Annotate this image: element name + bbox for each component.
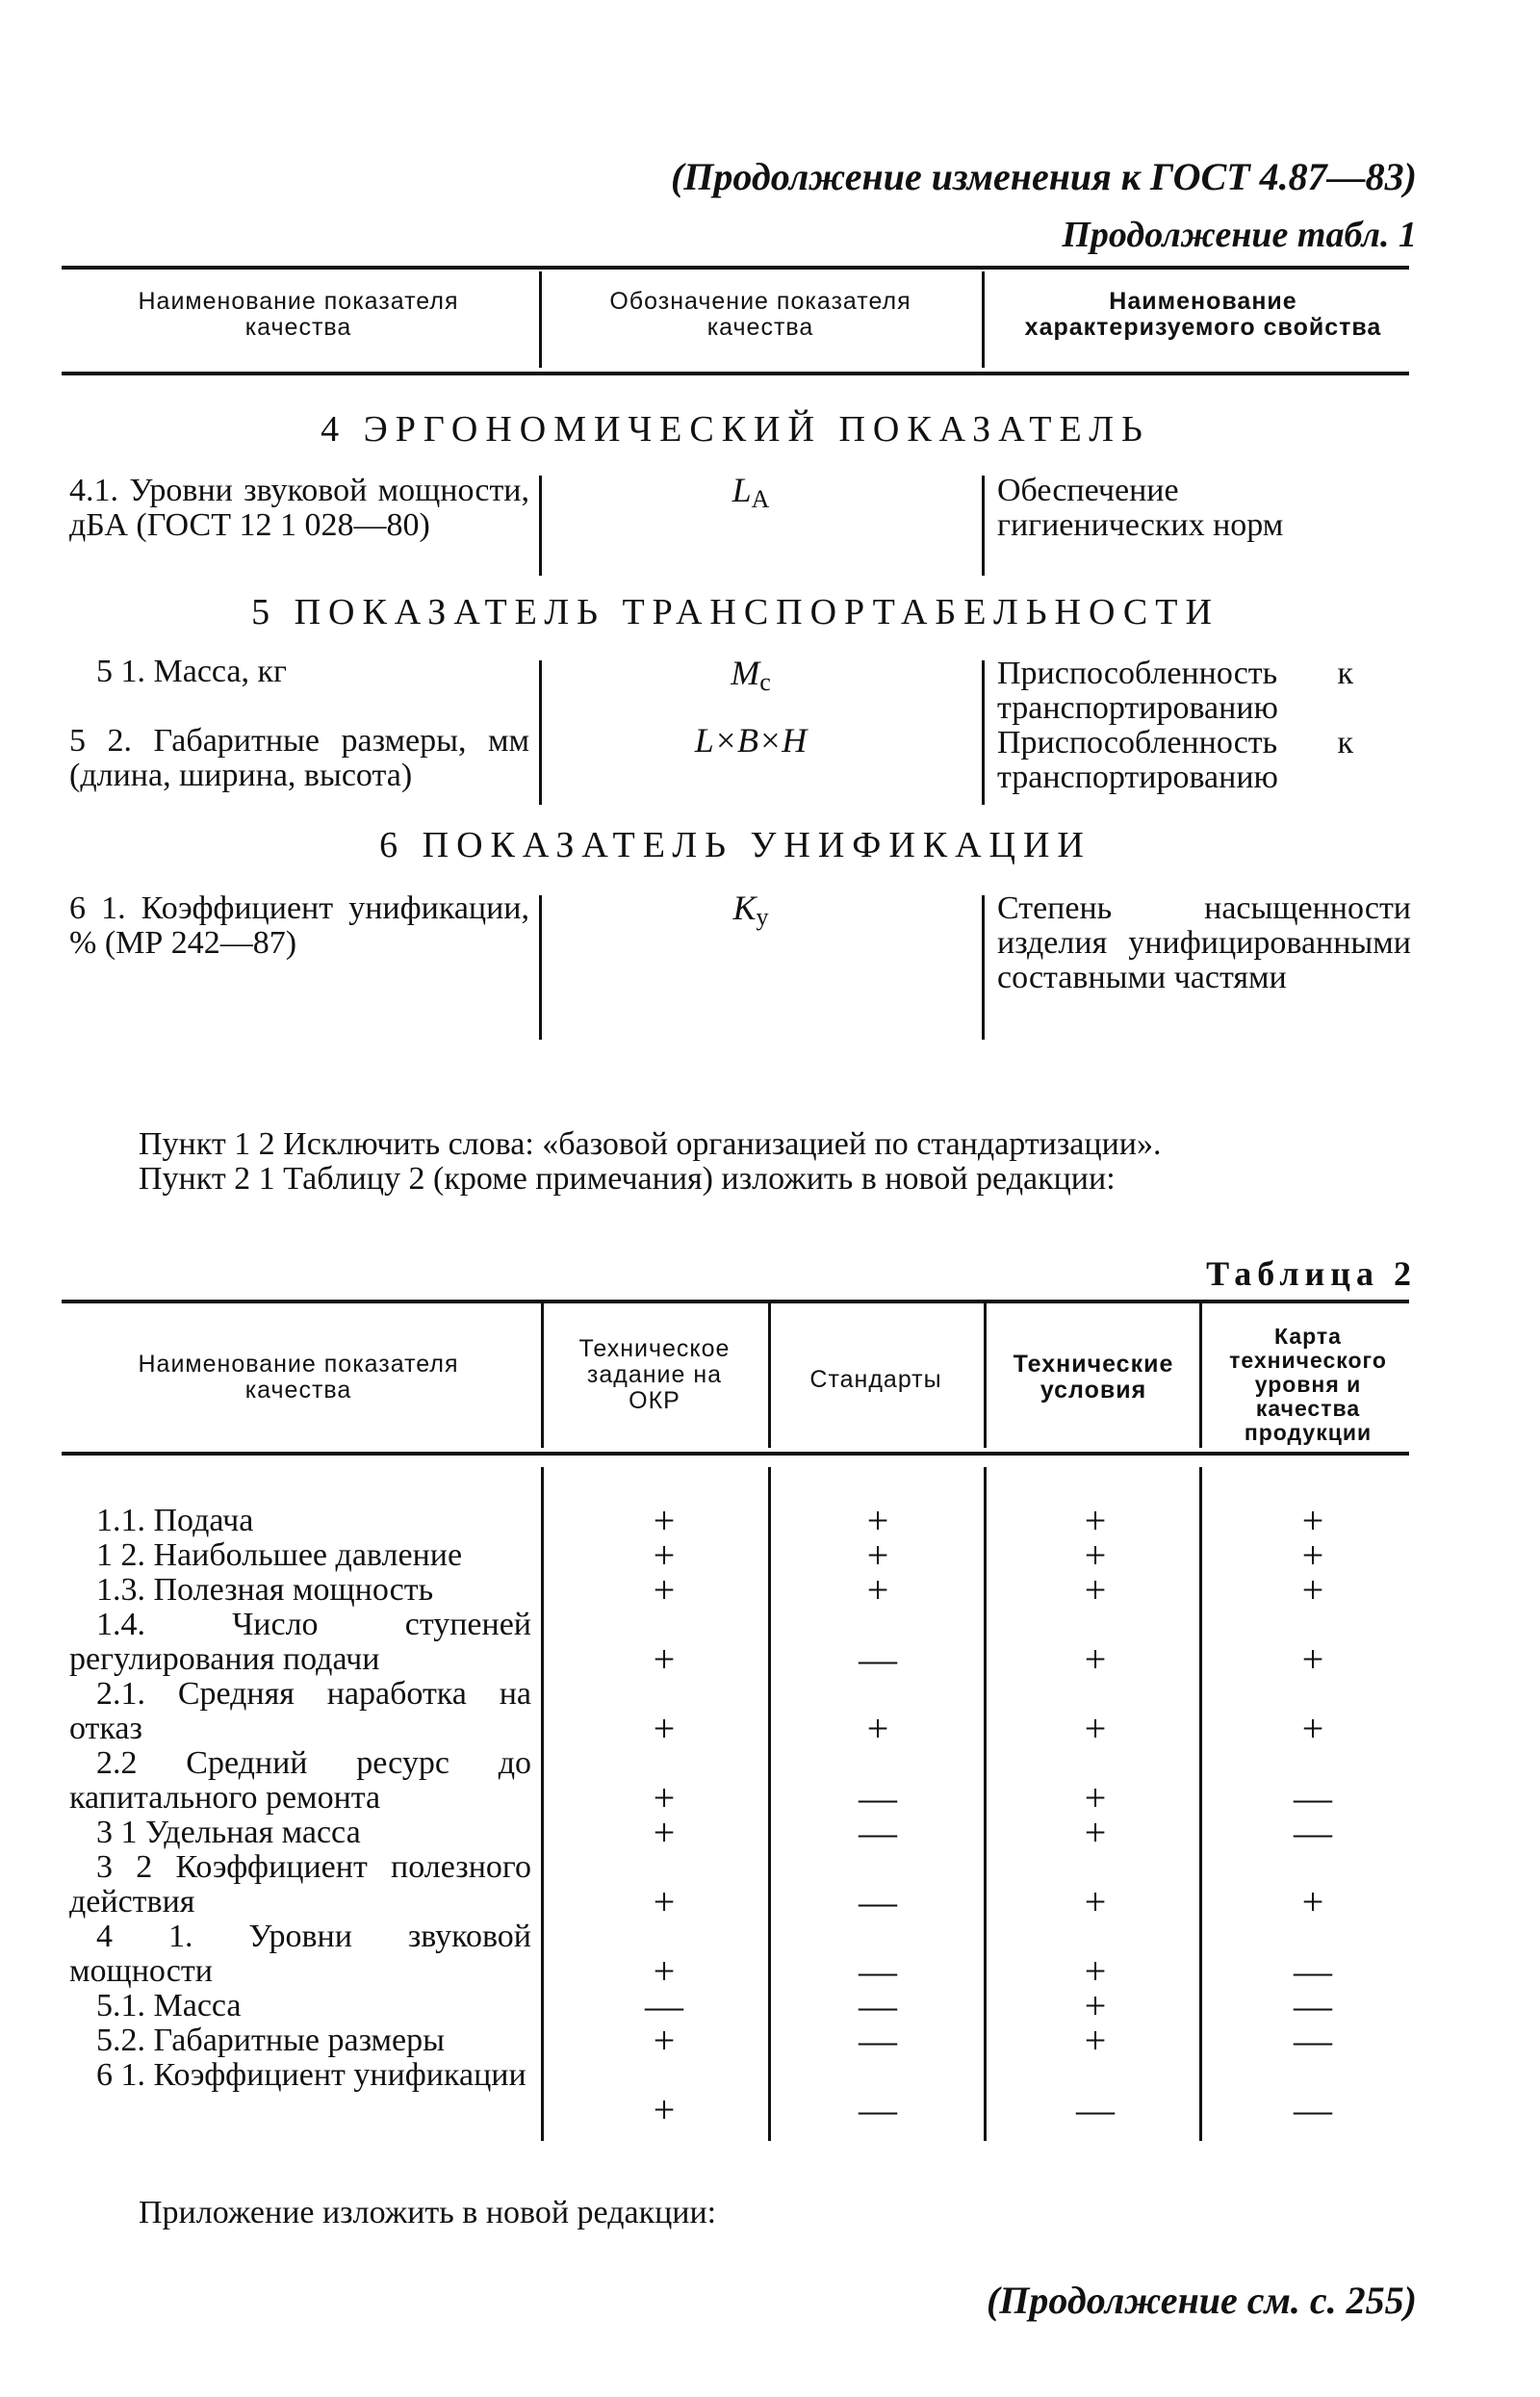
table2-row-name: 1 2. Наибольшее давление [96,1537,463,1573]
mark: — [645,1984,683,2027]
table2-top-rule [62,1300,1409,1303]
mark: + [1084,1949,1107,1993]
mark: — [859,1880,897,1923]
table1-row-symbol: $L_A$ [732,471,770,513]
table2-col-map-header: Карта технического уровня и качества продукции [1229,1324,1387,1445]
mark: — [1294,1949,1332,1993]
table1-row-property: Обеспечение гигиенических норм [997,473,1284,543]
section-title-ergonomic: 4 ЭРГОНОМИЧЕСКИЙ ПОКАЗАТЕЛЬ [321,409,1150,450]
mark: + [1084,1707,1107,1750]
running-title: (Продолжение изменения к ГОСТ 4.87—83) [670,155,1417,198]
table2-header-rule [62,1452,1409,1456]
table2-header-divider [984,1303,987,1448]
mark: — [859,1949,897,1993]
table2-row-name: 6 1. Коэффициент унификации [96,2057,526,2093]
table2-row-name: 2.1. Средняя наработка на отказ [69,1676,531,1746]
mark: — [859,2019,897,2062]
mark: + [1084,1880,1107,1923]
section-title-transportability: 5 ПОКАЗАТЕЛЬ ТРАНСПОРТАБЕЛЬНОСТИ [251,592,1219,632]
mark: + [653,1534,676,1577]
table2-col-name-header: Наименование показателя качества [138,1351,459,1404]
mark: + [653,1949,676,1993]
mark: + [653,2019,676,2062]
table1-col-property-header: Наименование характеризуемого свойства [1024,288,1382,341]
table1-divider [982,476,985,576]
mark: + [653,1776,676,1819]
mark: + [1301,1499,1324,1542]
mark: + [1301,1568,1324,1611]
table2-col-tz-header: Техническое задание на ОКР [578,1335,731,1414]
table2-row-name: 1.4. Число ступеней регулирования подачи [69,1607,531,1677]
mark: + [1301,1637,1324,1681]
paragraph-item-1-2: Пункт 1 2 Исключить слова: «базовой организацией по стандартизации». [139,1126,1162,1162]
table1-row-name: 5 1. Масса, кг [96,654,287,689]
mark: + [1084,1637,1107,1681]
table2-body-divider [768,1467,771,2141]
mark: — [859,2088,897,2131]
mark: + [1084,1568,1107,1611]
table2-title: Таблица 2 [1206,1254,1417,1293]
mark: + [1084,2019,1107,2062]
table1-row-property: Степень насыщенности изделия унифицированными составными частями [997,890,1411,995]
table2-row-name: 2.2 Средний ресурс до капитального ремонта [69,1745,531,1816]
mark: — [1294,2088,1332,2131]
section-title-unification: 6 ПОКАЗАТЕЛЬ УНИФИКАЦИИ [379,825,1091,865]
table1-divider [982,895,985,1040]
table-continuation-label: Продолжение табл. 1 [1062,215,1417,255]
table1-row-name: 4.1. Уровни звуковой мощности, дБА (ГОСТ 12 1 028—80) [69,473,529,543]
table2-row-name: 5.1. Масса [96,1988,242,2023]
mark: — [1294,1984,1332,2027]
mark: + [653,2088,676,2131]
table2-col-tu-header: Технические условия [1013,1351,1174,1404]
mark: — [859,1984,897,2027]
mark: + [866,1534,889,1577]
continuation-note: (Продолжение см. с. 255) [986,2279,1417,2322]
table1-row-name: 5 2. Габаритные размеры, мм (длина, ширина, высота) [69,723,529,793]
mark: + [653,1811,676,1854]
table1-divider [982,660,985,805]
mark: — [859,1776,897,1819]
mark: + [1084,1811,1107,1854]
mark: + [1084,1776,1107,1819]
table2-body-divider [984,1467,987,2141]
mark: — [1294,1776,1332,1819]
table1-divider [539,660,542,805]
table1-divider [539,476,542,576]
table2-row-name: 4 1. Уровни звуковой мощности [69,1919,531,1989]
table2-row-name: 5.2. Габаритные размеры [96,2023,445,2058]
table2-body-divider [1199,1467,1202,2141]
mark: + [653,1499,676,1542]
table1-row-symbol: $K_у$ [732,889,769,931]
table2-row-name: 1.1. Подача [96,1503,254,1538]
table2-header-divider [541,1303,544,1448]
table1-top-rule [62,266,1409,270]
mark: — [1294,1811,1332,1854]
table1-header-divider-2 [982,271,985,368]
mark: + [1301,1707,1324,1750]
table2-header-divider [768,1303,771,1448]
table1-row-property: Приспособленность к транспортированию [997,725,1353,795]
mark: — [859,1637,897,1681]
table1-header-divider-1 [539,271,542,368]
mark: — [1294,2019,1332,2062]
table1-row-symbol: L×B×H [694,721,808,760]
mark: + [866,1499,889,1542]
table2-col-standards-header: Стандарты [809,1366,942,1393]
mark: + [653,1880,676,1923]
table1-row-symbol: $M_c$ [731,654,771,696]
table2-body-divider [541,1467,544,2141]
mark: + [1084,1534,1107,1577]
table1-row-name: 6 1. Коэффициент унификации, % (МР 242—87) [69,890,529,961]
mark: + [653,1568,676,1611]
table1-header-rule [62,372,1409,375]
mark: + [1301,1880,1324,1923]
appendix-note: Приложение изложить в новой редакции: [139,2195,717,2230]
mark: + [1084,1984,1107,2027]
mark: + [866,1568,889,1611]
table2-row-name: 3 1 Удельная масса [96,1815,361,1850]
table2-header-divider [1199,1303,1202,1448]
paragraph-item-2-1: Пункт 2 1 Таблицу 2 (кроме примечания) изложить в новой редакции: [139,1161,1116,1197]
mark: — [1076,2088,1115,2131]
table2-row-name: 1.3. Полезная мощность [96,1572,434,1608]
mark: + [653,1637,676,1681]
table2-row-name: 3 2 Коэффициент полезного действия [69,1849,531,1920]
table1-divider [539,895,542,1040]
mark: + [1301,1534,1324,1577]
mark: + [866,1707,889,1750]
mark: + [1084,1499,1107,1542]
mark: + [653,1707,676,1750]
table1-col-symbol-header: Обозначение показателя качества [609,288,911,341]
table1-row-property: Приспособленность к транспортированию [997,656,1353,726]
mark: — [859,1811,897,1854]
table1-col-name-header: Наименование показателя качества [138,288,459,341]
